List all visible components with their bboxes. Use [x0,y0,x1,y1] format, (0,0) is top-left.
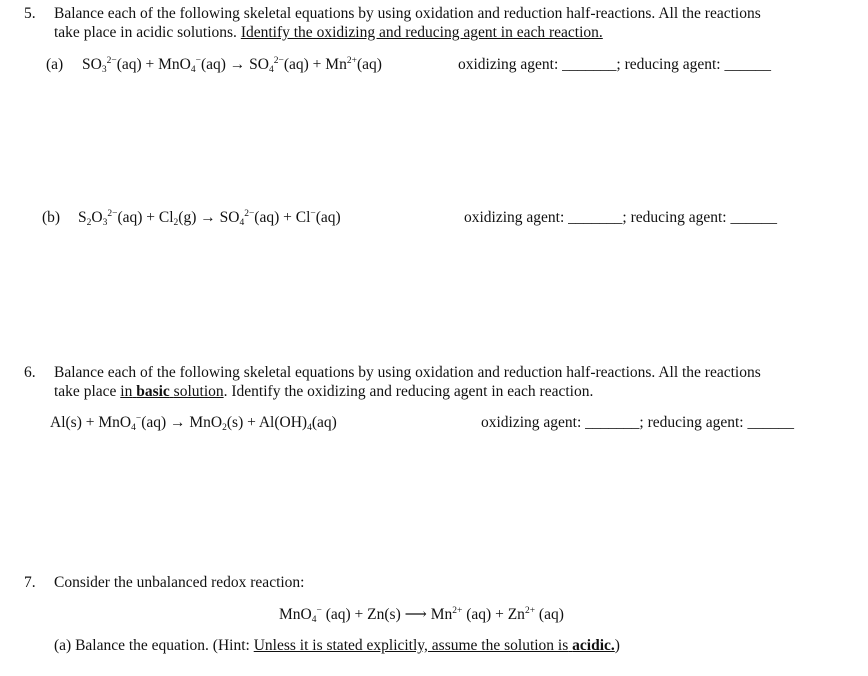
q6-equation: $Al(s) + MnO_4^-(aq) \to MnO_2(s) + Al(OH)_4(aq)$ [50,414,337,433]
q6-instruction-line2: take place in basic solution. Identify the oxidizing and reducing agent in each reaction. [54,383,594,400]
q7-prompt: Consider the unbalanced redox reaction: [54,574,305,591]
q5-line2-underlined: Identify the oxidizing and reducing agent in each reaction. [240,24,603,41]
arrow-icon: → [170,414,186,431]
arrow-icon: ⟶ [404,606,427,623]
q5-line2-plain: take place in acidic solutions. [54,24,237,41]
q6-agents-blanks[interactable]: oxidizing agent: _______; reducing agent: ______ [481,414,794,431]
q7a: (a) Balance the equation. (Hint: Unless it is stated explicitly, assume the solution is acidic.) [54,637,620,654]
q5b-agents-blanks[interactable]: oxidizing agent: _______; reducing agent: ______ [464,209,777,226]
q5b-label: (b) [42,209,61,226]
q6-number: 6. [24,364,36,381]
q5-instruction-line2 [54,23,603,42]
arrow-icon: → [200,209,216,226]
arrow-icon: → [229,56,246,73]
q7-number: 7. [24,574,36,591]
q5a-label: (a) [46,56,64,73]
q5-number: 5. [24,5,36,22]
q5b-equation: $S_2O_3^{2-}(aq) + Cl_2(g) \to SO_4^{2-}(aq) + Cl^-(aq)$ [78,209,341,228]
q5-instruction-line1: Balance each of the following skeletal equations by using oxidation and reduction half-reactions. All the reactions [54,5,761,22]
q6-instruction-line1: Balance each of the following skeletal equations by using oxidation and reduction half-reactions. All the reactions [54,364,761,381]
q5a-agents-blanks[interactable]: oxidizing agent: _______; reducing agent: ______ [458,56,771,73]
page-top-crop [60,0,560,4]
q5a-equation: $SO_3^{2-}(aq) + MnO_4^-(aq) \to SO_4^{2-}(aq) + Mn^{2+}(aq)$ [82,56,382,75]
q7-equation: MnO$_4$− (aq) + Zn(s) ⟶ $Mn^{2+}$ $(aq) + Zn^{2+}$ (aq) [279,606,564,625]
